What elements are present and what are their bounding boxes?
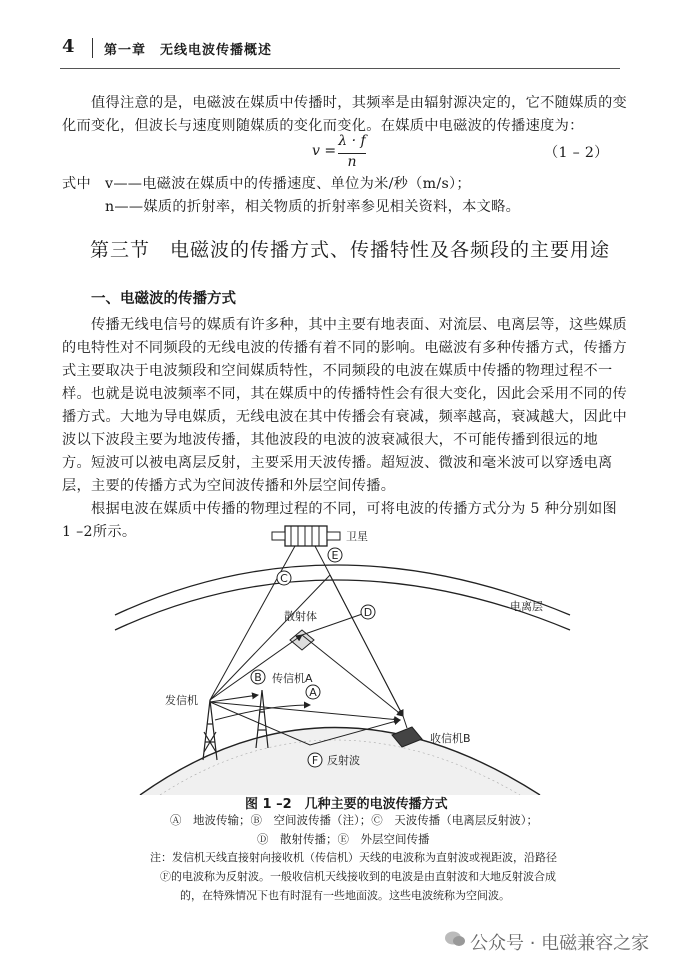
scatter-wave-out [302, 635, 403, 716]
receiver-label: 收信机B [430, 732, 471, 745]
ionosphere-arc-upper [115, 565, 570, 615]
definition-n: n——媒质的折射率，相关物质的折射率参见相关资料，本文略。 [105, 199, 521, 215]
para1-line-2: 的电特性对不同频段的无线电波的传播有着不同的影响。电磁波有多种传播方式，传播方 [62, 340, 628, 356]
definitions-prefix: 式中 [62, 176, 91, 192]
marker-D-text: D [363, 606, 373, 619]
ionosphere-label: 电离层 [510, 600, 543, 613]
reflected-wave-label: 反射波 [327, 754, 360, 767]
para1-line-5: 播方式。大地为导电媒质，无线电波在其中传播会有衰减，频率越高，衰减越大，因此中 [62, 409, 628, 425]
intro-line-2: 化而变化，但波长与速度则随媒质的变化而变化。在媒质中电磁波的传播速度为： [62, 118, 584, 134]
para1-line-8: 层，主要的传播方式为空间波传播和外层空间传播。 [62, 478, 396, 494]
intro-line-1: 值得注意的是，电磁波在媒质中传播时，其频率是由辐射源决定的，它不随媒质的变 [91, 95, 628, 111]
relay-wave-path [210, 695, 258, 702]
marker-B-icon [251, 670, 265, 684]
formula-lhs: v = [312, 143, 337, 159]
note-line-1: 注：发信机天线直接射向接收机（传信机）天线的电波称为直射波或视距波，沿路径 [150, 851, 557, 864]
relay-label: 传信机A [272, 672, 313, 685]
para1-line-1: 传播无线电信号的媒质有许多种，其中主要有地表面、对流层、电离层等，这些媒质 [91, 317, 628, 333]
header-rule [60, 68, 620, 69]
marker-A-text: A [309, 686, 317, 699]
para1-line-7: 方。短波可以被电离层反射，主要采用天波传播。超短波、微波和毫米波可以穿透电离 [62, 455, 613, 471]
header-divider [92, 38, 93, 58]
scatter-wave-in [210, 635, 302, 700]
marker-D-icon [361, 605, 375, 619]
marker-F-text: F [311, 754, 319, 767]
para2-line-1: 根据电波在媒质中传播的物理过程的不同，可将电波的传播方式分为 5 种分别如图 [91, 501, 618, 517]
marker-F-icon [308, 753, 322, 767]
note-line-3: 的，在特殊情况下也有时混有一些地面波。这些电波统称为空间波。 [180, 889, 510, 902]
figure-caption: 图 1 –2 几种主要的电波传播方式 [245, 797, 448, 812]
formula-numerator: λ · f [338, 133, 366, 149]
formula-number: （1 – 2） [544, 145, 609, 161]
space-wave-down-path [315, 546, 403, 716]
page-number: 4 [62, 36, 75, 57]
wechat-logo-icon [444, 928, 466, 950]
propagation-diagram [100, 520, 580, 795]
satellite-label: 卫星 [346, 530, 368, 543]
watermark: 公众号 · 电磁兼容之家 [470, 933, 650, 954]
legend-line-1: Ⓐ 地波传输；Ⓑ 空间波传播（注）；Ⓒ 天波传播（电离层反射波）； [170, 813, 538, 827]
scatter-body-icon [290, 630, 314, 650]
para1-line-3: 式主要取决于电波频段和空间媒质特性，不同频段的电波在媒质中传播的物理过程不一 [62, 363, 613, 379]
para1-line-4: 样。也就是说电波频率不同，其在媒质中的传播特性会有很大变化，因此会采用不同的传 [62, 386, 628, 402]
formula [310, 133, 370, 173]
transmitter-label: 发信机 [165, 694, 198, 707]
chapter-title: 第一章 无线电波传播概述 [104, 43, 273, 58]
marker-C-icon [277, 571, 291, 585]
para1-line-6: 波以下波段主要为地波传播，其他波段的电波的波衰减很大，不可能传播到很远的地 [62, 432, 599, 448]
formula-denominator: n [347, 154, 357, 170]
marker-B-text: B [254, 671, 262, 684]
marker-E-icon [328, 548, 342, 562]
ionosphere-arc-lower [115, 580, 570, 630]
marker-C-text: C [280, 572, 288, 585]
scatter-label: 散射体 [284, 610, 317, 623]
legend-line-2: Ⓓ 散射传播；Ⓔ 外层空间传播 [257, 832, 430, 846]
definition-v: v——电磁波在媒质中的传播速度、单位为米/秒（m/s）； [105, 176, 471, 192]
para2-line-2: 1 –2所示。 [62, 524, 137, 540]
transmitter-tower-icon [203, 700, 217, 760]
note-line-2: Ⓕ的电波称为反射波。一般收信机天线接收到的电波是由直射波和大地反射波合成 [160, 870, 556, 883]
marker-E-text: E [331, 549, 339, 562]
section-title: 第三节 电磁波的传播方式、传播特性及各频段的主要用途 [90, 239, 611, 261]
satellite-icon [272, 526, 340, 546]
marker-A-icon [306, 685, 320, 699]
subsection-title: 一、电磁波的传播方式 [91, 291, 236, 307]
